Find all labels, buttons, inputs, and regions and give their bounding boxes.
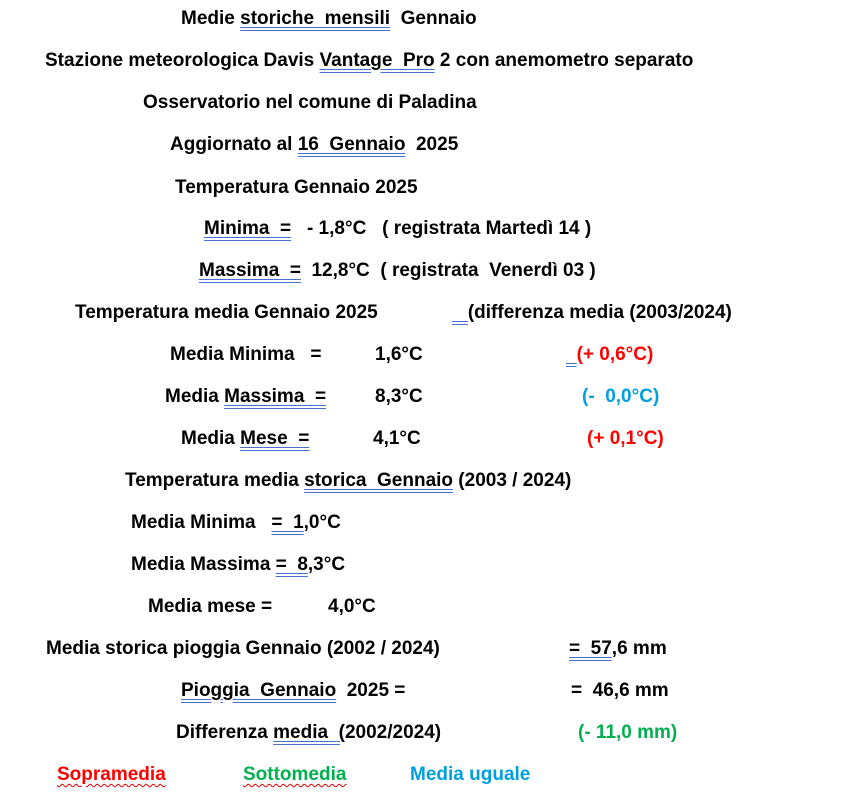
monthly-max-label-a: Media [165, 386, 225, 407]
monthly-max-label-b: Massima = [224, 386, 327, 407]
monthly-min-diff [566, 344, 653, 366]
observatory-line: Osservatorio nel comune di Paladina [143, 92, 477, 113]
historic-min-eq: = 1 [271, 512, 304, 533]
historic-max-line [131, 554, 345, 576]
updated-label: Aggiornato al [170, 134, 298, 155]
title-text-underlined: storiche mensili [240, 8, 391, 29]
diff-heading-marker [452, 302, 468, 323]
monthly-min-diff-marker [566, 344, 577, 365]
legend-equal-average: Media uguale [410, 764, 531, 785]
monthly-mean-label [181, 428, 309, 450]
monthly-max-diff: (- 0,0°C) [582, 386, 660, 407]
monthly-min-diff-value: (+ 0,6°C) [576, 344, 654, 365]
historic-max-value: ,3°C [307, 554, 346, 575]
current-min-label: Minima = [204, 218, 292, 239]
station-text-end: 2 con anemometro separato [434, 50, 694, 71]
station-text: Stazione meteorologica Davis [45, 50, 320, 71]
monthly-max-label [165, 386, 326, 408]
station-model: Vantage Pro [319, 50, 435, 71]
rain-historic-value [569, 638, 667, 660]
updated-date: 16 Gennaio [297, 134, 406, 155]
page-title [181, 8, 477, 30]
monthly-mean-label-b: Mese = [240, 428, 310, 449]
monthly-avg-heading: Temperatura media Gennaio 2025 [75, 302, 378, 323]
historic-heading-c: (2003 / 2024) [453, 470, 572, 491]
title-month: Gennaio [390, 8, 477, 29]
rain-diff-label [176, 722, 441, 744]
current-min-value: - 1,8°C ( registrata Martedì 14 ) [291, 218, 592, 239]
rain-historic-label: Media storica pioggia Gennaio (2002 / 2024) [46, 638, 440, 659]
updated-year: 2025 [405, 134, 459, 155]
historic-min-value: ,0°C [303, 512, 341, 533]
monthly-min-value: 1,6°C [375, 344, 423, 365]
rain-current-label-b: 2025 = [336, 680, 406, 701]
current-temp-heading: Temperatura Gennaio 2025 [175, 177, 418, 198]
historic-max-eq: = 8 [275, 554, 308, 575]
historic-min-label: Media Minima [131, 512, 272, 533]
historic-heading-a: Temperatura media [125, 470, 305, 491]
diff-heading [452, 302, 732, 324]
rain-diff-label-c: 2002/2024) [344, 722, 442, 743]
current-max-line [199, 260, 596, 282]
monthly-mean-value: 4,1°C [373, 428, 421, 449]
historic-month-value: 4,0°C [328, 596, 376, 617]
legend-below-average: Sottomedia [243, 764, 347, 785]
historic-month-label: Media mese = [148, 596, 273, 617]
monthly-mean-diff: (+ 0,1°C) [587, 428, 664, 449]
title-text: Medie [181, 8, 241, 29]
rain-current-value: = 46,6 mm [571, 680, 669, 701]
rain-current-label [181, 680, 405, 702]
monthly-min-label: Media Minima = [170, 344, 322, 365]
rain-historic-number: ,6 mm [611, 638, 667, 659]
current-max-value: 12,8°C ( registrata Venerdì 03 ) [300, 260, 596, 281]
historic-heading [125, 470, 571, 492]
rain-historic-eq: = 57 [569, 638, 612, 659]
rain-diff-label-b: media ( [273, 722, 345, 743]
historic-max-label: Media Massima [131, 554, 276, 575]
updated-line [170, 134, 458, 156]
current-max-label: Massima = [199, 260, 301, 281]
monthly-mean-label-a: Media [181, 428, 241, 449]
station-line [45, 50, 693, 72]
monthly-max-value: 8,3°C [375, 386, 423, 407]
rain-diff-value: (- 11,0 mm) [578, 722, 678, 743]
current-min-line [204, 218, 591, 240]
historic-min-line [131, 512, 341, 534]
diff-heading-text: (differenza media (2003/2024) [467, 302, 732, 323]
historic-heading-b: storica Gennaio [304, 470, 454, 491]
rain-diff-label-a: Differenza [176, 722, 274, 743]
rain-current-label-a: Pioggia Gennaio [181, 680, 337, 701]
legend-above-average: Sopramedia [57, 764, 166, 785]
